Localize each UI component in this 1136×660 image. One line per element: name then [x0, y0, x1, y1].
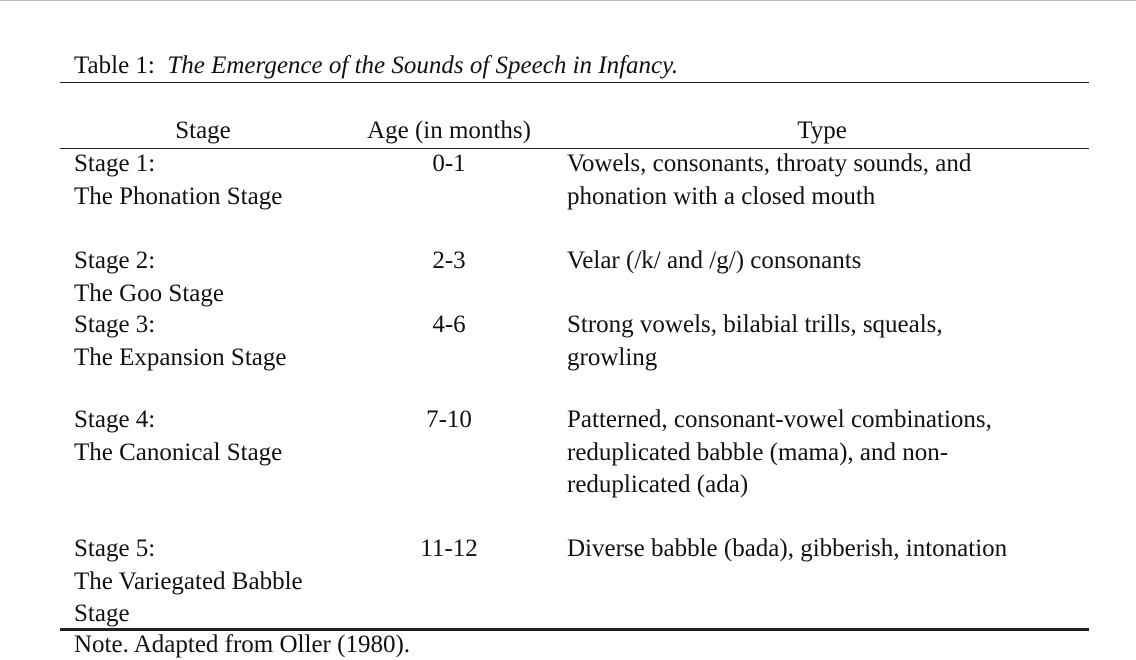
type-line: reduplicated (ada) — [567, 471, 749, 498]
column-header-type: Type — [797, 117, 847, 144]
stage-name: The Goo Stage — [74, 279, 224, 307]
table-row-1-age: 0-1 — [432, 150, 466, 177]
table-row-1-type — [567, 148, 1067, 213]
caption-rule — [60, 82, 1089, 83]
table-note: Note. Adapted from Oller (1980). — [74, 631, 411, 658]
stage-number: Stage 1: — [74, 150, 156, 177]
table-row-3-stage — [74, 309, 364, 374]
table-row-1-stage — [74, 148, 364, 213]
stage-name: The Phonation Stage — [74, 182, 283, 210]
type-line: growling — [567, 343, 658, 371]
table-row-2-age: 2-3 — [432, 247, 466, 274]
stage-name: The Expansion Stage — [74, 343, 287, 371]
stage-number: Stage 5: — [74, 535, 156, 562]
table-caption — [74, 51, 678, 81]
stage-number: Stage 4: — [74, 406, 156, 433]
table-row-2-stage — [74, 245, 364, 310]
type-line: phonation with a closed mouth — [567, 182, 876, 210]
table-row-4-type — [567, 404, 1067, 502]
table-row-5-stage — [74, 533, 364, 631]
table-caption-title: The Emergence of the Sounds of Speech in Infancy. — [167, 52, 679, 79]
table-row-3-age: 4-6 — [432, 311, 466, 338]
table-row-5-age: 11-12 — [420, 535, 478, 562]
stage-number: Stage 2: — [74, 247, 156, 274]
page-top-border — [0, 0, 1136, 1]
type-line: Vowels, consonants, throaty sounds, and — [567, 150, 972, 177]
table-row-4-stage — [74, 404, 364, 469]
type-line: Diverse babble (bada), gibberish, intonation — [567, 535, 1008, 562]
table-row-2-type — [567, 245, 1067, 278]
column-header-age: Age (in months) — [367, 117, 531, 144]
type-line: Strong vowels, bilabial trills, squeals, — [567, 311, 943, 338]
column-header-stage: Stage — [175, 117, 231, 144]
table-row-5-type — [567, 533, 1067, 566]
type-line: reduplicated babble (mama), and non- — [567, 438, 949, 466]
stage-number: Stage 3: — [74, 311, 156, 338]
type-line: Velar (/k/ and /g/) consonants — [567, 247, 862, 274]
table-caption-label: Table 1: — [74, 52, 155, 79]
table-row-3-type — [567, 309, 1067, 374]
stage-name: The Variegated Babble — [74, 567, 303, 595]
type-line: Patterned, consonant-vowel combinations, — [567, 406, 992, 433]
table-row-4-age: 7-10 — [426, 406, 472, 433]
stage-name: The Canonical Stage — [74, 438, 283, 466]
stage-name: Stage — [74, 600, 130, 627]
